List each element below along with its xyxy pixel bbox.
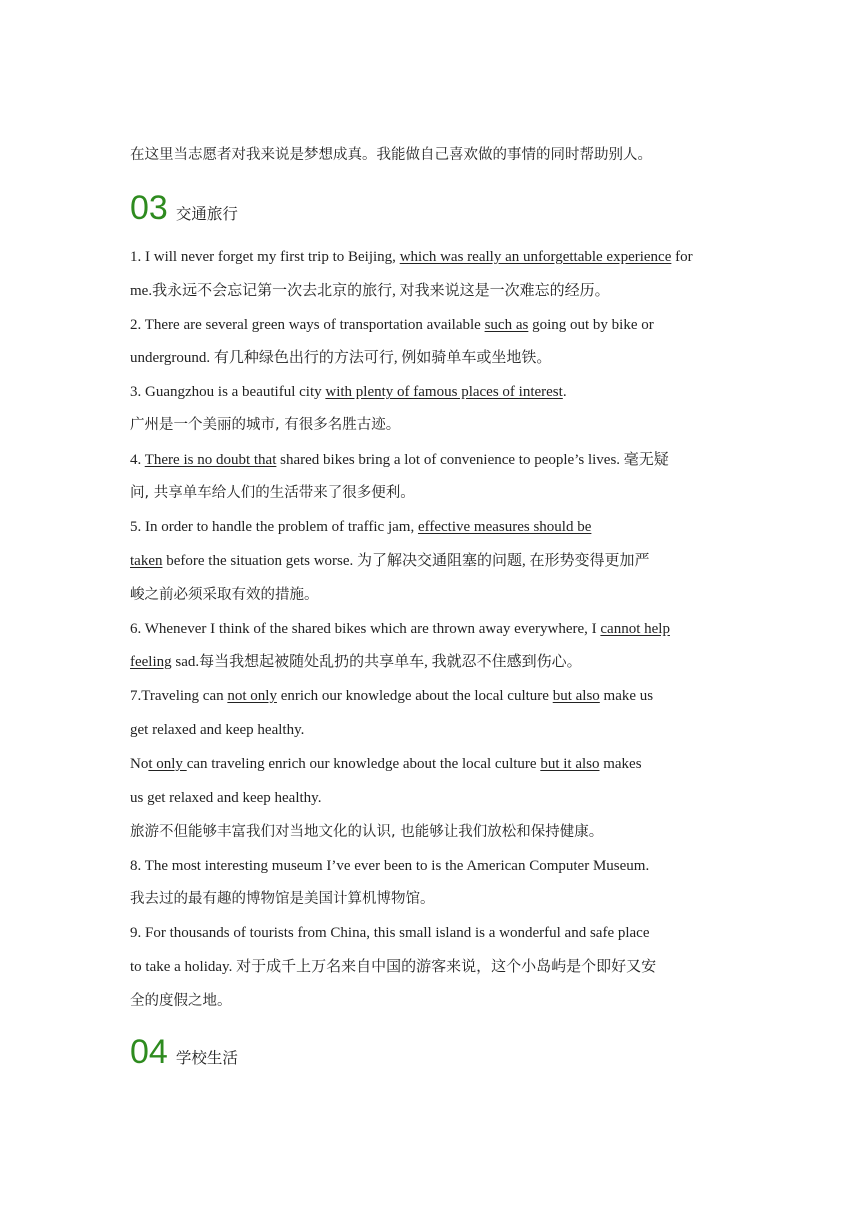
section-heading-03 (130, 188, 238, 228)
underlined-phrase: but it also (540, 756, 600, 772)
underlined-phrase: t only (148, 756, 187, 772)
item-1-line-1 (130, 247, 730, 267)
text: . (562, 384, 567, 400)
text: for (671, 249, 693, 265)
text: can traveling enrich our knowledge about the local culture (186, 756, 541, 772)
intro-line: 在这里当志愿者对我来说是梦想成真。我能做自己喜欢做的事情的同时帮助别人。 (130, 147, 652, 163)
item-9-line-2: to take a holiday. 对于成千上万名来自中国的游客来说，这个小岛屿是个即好又安 (130, 959, 657, 975)
text: shared bikes bring a lot of convenience to people’s lives. 毫无疑 (276, 452, 669, 468)
text: before the situation gets worse. 为了解决交通阻塞的问题, 在形势变得更加严 (162, 553, 650, 569)
item-5-line-3: 峻之前必须采取有效的措施。 (130, 587, 319, 603)
item-7c-line: 旅游不但能够丰富我们对当地文化的认识, 也能够让我们放松和保持健康。 (130, 824, 604, 840)
item-1-line-2: me.我永远不会忘记第一次去北京的旅行, 对我来说这是一次难忘的经历。 (130, 283, 610, 299)
section-number: 03 (130, 189, 168, 227)
item-7-line-1 (130, 686, 730, 706)
text: 1. I will never forget my first trip to Beijing, (130, 249, 400, 265)
text: 5. In order to handle the problem of traffic jam, (130, 519, 418, 535)
item-6-line-2 (130, 652, 730, 672)
underlined-phrase: with plenty of famous places of interest (325, 384, 563, 400)
section-title: 交通旅行 (175, 205, 238, 223)
item-7-line-2: get relaxed and keep healthy. (130, 722, 305, 738)
text: 2. There are several green ways of transportation available (130, 317, 485, 333)
underlined-phrase: such as (484, 317, 529, 333)
underlined-phrase: feeling (130, 654, 172, 670)
text: 3. Guangzhou is a beautiful city (130, 384, 326, 400)
underlined-phrase: cannot help (600, 621, 670, 637)
text: 6. Whenever I think of the shared bikes which are thrown away everywhere, I (130, 621, 601, 637)
text: going out by bike or (528, 317, 654, 333)
item-9-line-3: 全的度假之地。 (130, 993, 232, 1009)
section-number: 04 (130, 1033, 168, 1071)
item-7b-line-2: us get relaxed and keep healthy. (130, 790, 322, 806)
item-9-line-1: 9. For thousands of tourists from China, this small island is a wonderful and safe place (130, 925, 650, 941)
underlined-phrase: which was really an unforgettable experience (399, 249, 672, 265)
item-6-line-1 (130, 619, 730, 639)
text: sad.每当我想起被随处乱扔的共享单车, 我就忍不住感到伤心。 (171, 654, 582, 670)
text: makes (599, 756, 642, 772)
item-8-line-1: 8. The most interesting museum I’ve ever been to is the American Computer Museum. (130, 858, 650, 874)
item-5-line-2 (130, 551, 730, 571)
item-3-line-2: 广州是一个美丽的城市, 有很多名胜古迹。 (130, 417, 401, 433)
section-title: 学校生活 (175, 1049, 238, 1067)
text: 4. (130, 452, 145, 468)
underlined-phrase: effective measures should be (417, 519, 592, 535)
item-3-line-1 (130, 382, 730, 402)
underlined-phrase: not only (227, 688, 277, 704)
underlined-phrase: taken (130, 553, 163, 569)
text: enrich our knowledge about the local culture (276, 688, 553, 704)
item-5-line-1 (130, 517, 730, 537)
item-2-line-2: underground. 有几种绿色出行的方法可行, 例如骑单车或坐地铁。 (130, 350, 552, 366)
item-2-line-1 (130, 315, 730, 335)
item-4-line-1 (130, 450, 730, 470)
text: No (130, 756, 149, 772)
item-7b-line-1 (130, 754, 730, 774)
underlined-phrase: There is no doubt that (144, 452, 277, 468)
section-heading-04 (130, 1032, 238, 1072)
text: make us (599, 688, 654, 704)
text: 7.Traveling can (130, 688, 228, 704)
item-4-line-2: 问, 共享单车给人们的生活带来了很多便利。 (130, 485, 415, 501)
item-8-line-2: 我去过的最有趣的博物馆是美国计算机博物馆。 (130, 891, 435, 907)
underlined-phrase: but also (552, 688, 600, 704)
